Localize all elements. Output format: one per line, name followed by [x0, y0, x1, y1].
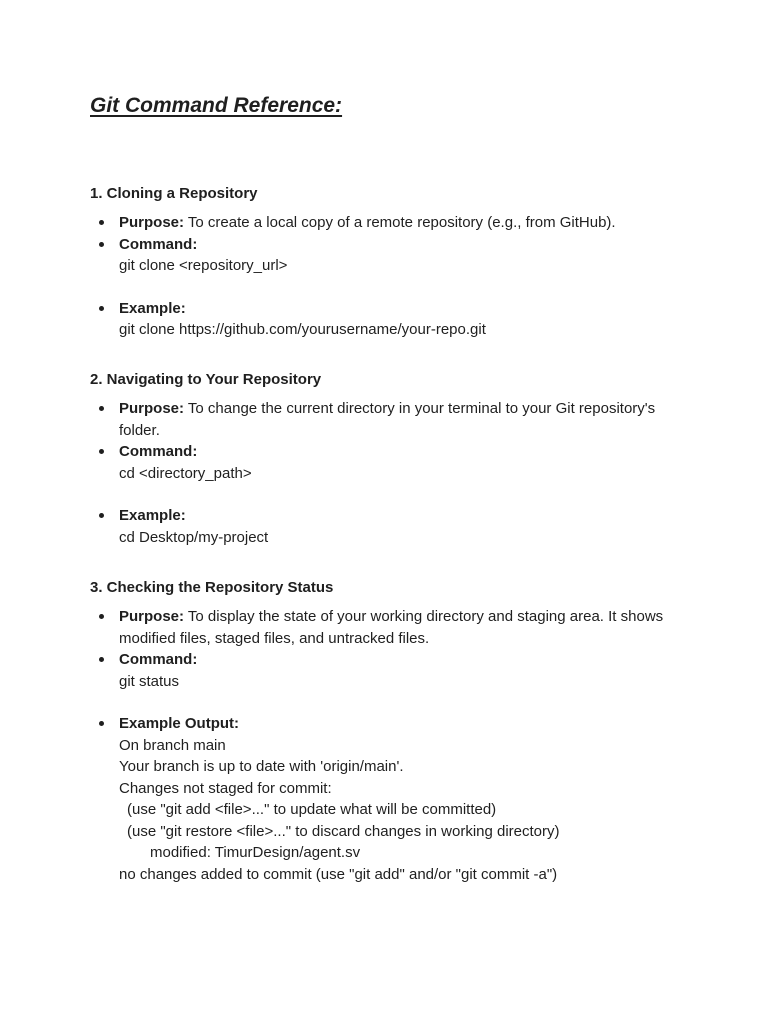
example-output-label: Example Output:	[119, 715, 240, 732]
list-item-example	[90, 298, 690, 341]
output-line: (use "git restore <file>..." to discard changes in working directory)	[127, 822, 560, 840]
example-label: Example:	[119, 507, 186, 524]
output-line: modified: TimurDesign/agent.sv	[150, 844, 361, 861]
section-cloning	[90, 184, 690, 341]
output-line: Changes not staged for commit:	[119, 779, 332, 797]
bullet-list	[90, 212, 690, 341]
command-label: Command:	[119, 235, 198, 253]
example-label: Example:	[119, 299, 186, 317]
section-heading: 2. Navigating to Your Repository	[90, 371, 322, 388]
section-status	[90, 578, 690, 885]
output-line: On branch main	[119, 736, 226, 754]
purpose-text: To create a local copy of a remote repository (e.g., from GitHub).	[184, 214, 616, 231]
purpose-label: Purpose:	[119, 400, 185, 417]
purpose-text: To display the state of your working directory and staging area. It shows modified files, staged files, and untracked files.	[119, 608, 664, 647]
bullet-list	[90, 398, 690, 548]
command-text: cd <directory_path>	[119, 464, 252, 482]
purpose-text: To change the current directory in your terminal to your Git repository's folder.	[119, 400, 656, 439]
list-item-example-output	[90, 713, 690, 885]
command-label: Command:	[119, 651, 198, 668]
list-item-command	[90, 441, 690, 505]
list-item-command	[90, 234, 690, 298]
example-text: git clone https://github.com/yourusername/your-repo.git	[119, 321, 486, 338]
output-line: (use "git add <file>..." to update what will be committed)	[127, 801, 497, 818]
list-item-purpose	[90, 606, 690, 649]
output-line: Your branch is up to date with 'origin/main'.	[119, 758, 404, 775]
list-item-purpose	[90, 212, 690, 234]
purpose-label: Purpose:	[119, 214, 185, 231]
bullet-list	[90, 606, 690, 885]
command-text: git clone <repository_url>	[119, 257, 288, 274]
command-text: git status	[119, 672, 180, 690]
list-item-purpose	[90, 398, 690, 441]
purpose-label: Purpose:	[119, 608, 185, 625]
example-text: cd Desktop/my-project	[119, 528, 269, 546]
document-title: Git Command Reference:	[90, 94, 343, 117]
section-heading: 3. Checking the Repository Status	[90, 579, 334, 596]
list-item-command	[90, 649, 690, 713]
section-navigating	[90, 370, 690, 548]
list-item-example	[90, 505, 690, 548]
section-heading: 1. Cloning a Repository	[90, 185, 258, 202]
output-line: no changes added to commit (use "git add" and/or "git commit -a")	[119, 865, 558, 883]
command-label: Command:	[119, 443, 198, 460]
